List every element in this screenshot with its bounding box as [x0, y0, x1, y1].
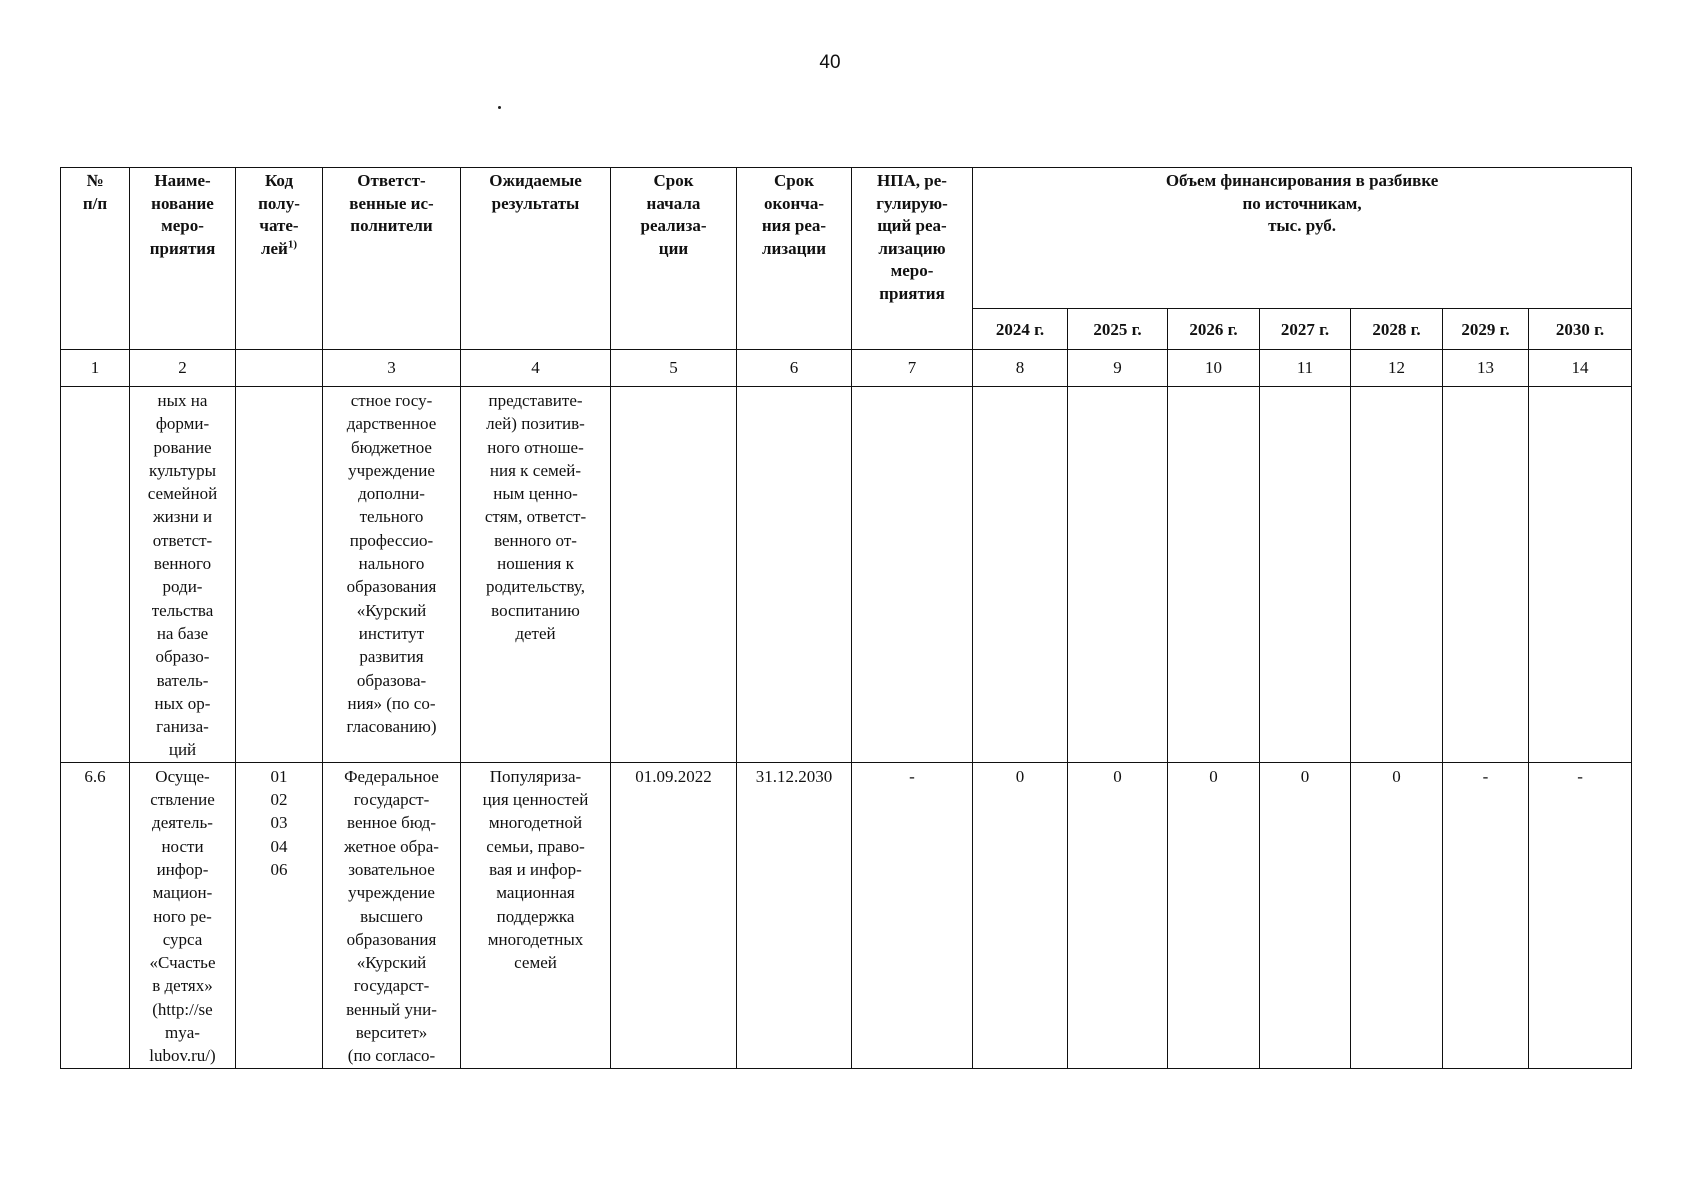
column-number: 10: [1168, 350, 1260, 387]
cell-year-2028: [1351, 387, 1443, 763]
cell-executors: Федеральное государст- венное бюд- жетное обра- зовательное учреждение высшего образования «Курский государст- венный уни- верситет» (по согласо-: [323, 762, 461, 1068]
cell-results: представите- лей) позитив- ного отноше- ния к семей- ным ценно- стям, ответст- венного от- ношения к родительству, воспитанию детей: [461, 387, 611, 763]
column-number: 2: [130, 350, 236, 387]
cell-executors: стное госу- дарственное бюджетное учреждение дополни- тельного профессио- нального образования «Курский институт развития образова- ния» (по со- гласованию): [323, 387, 461, 763]
cell-year-2029: [1443, 387, 1529, 763]
header-end-date: Срок оконча- ния реа- лизации: [737, 168, 852, 350]
header-code-text: Код полу- чате- лей: [258, 171, 300, 258]
cell-year-2026: [1168, 387, 1260, 763]
header-row: [61, 168, 1632, 309]
header-year-2026: 2026 г.: [1168, 309, 1260, 350]
cell-year-2024: [973, 387, 1068, 763]
header-executors: Ответст- венные ис- полнители: [323, 168, 461, 350]
cell-start-date: 01.09.2022: [611, 762, 737, 1068]
header-funding: Объем финансирования в разбивке по источникам, тыс. руб.: [973, 168, 1632, 309]
header-number: № п/п: [61, 168, 130, 350]
cell-results: Популяриза- ция ценностей многодетной семьи, право- вая и инфор- мационная поддержка многодетных семей: [461, 762, 611, 1068]
header-year-2030: 2030 г.: [1529, 309, 1632, 350]
column-number: 14: [1529, 350, 1632, 387]
header-year-2027: 2027 г.: [1260, 309, 1351, 350]
column-number: 7: [852, 350, 973, 387]
header-year-2025: 2025 г.: [1068, 309, 1168, 350]
cell-name: Осуще- ствление деятель- ности инфор- мацион- ного ре- сурса «Счастье в детях» (http://se mya- lubov.ru/): [130, 762, 236, 1068]
page-number: 40: [819, 52, 841, 73]
cell-year-2025: 0: [1068, 762, 1168, 1068]
column-number: 1: [61, 350, 130, 387]
column-number: 8: [973, 350, 1068, 387]
column-numbers-row: [61, 350, 1632, 387]
column-number: 11: [1260, 350, 1351, 387]
table-row: [61, 762, 1632, 1068]
table-row: [61, 387, 1632, 763]
cell-npa: [852, 387, 973, 763]
cell-code: [236, 387, 323, 763]
funding-table: [60, 167, 1632, 1069]
cell-year-2026: 0: [1168, 762, 1260, 1068]
cell-npa: -: [852, 762, 973, 1068]
header-npa: НПА, ре- гулирую- щий реа- лизацию меро- приятия: [852, 168, 973, 350]
header-code: [236, 168, 323, 350]
column-number: [236, 350, 323, 387]
cell-year-2030: [1529, 387, 1632, 763]
scan-dot: [498, 106, 501, 109]
cell-year-2027: 0: [1260, 762, 1351, 1068]
header-code-footnote: 1): [287, 237, 298, 250]
column-number: 3: [323, 350, 461, 387]
cell-end-date: 31.12.2030: [737, 762, 852, 1068]
column-number: 5: [611, 350, 737, 387]
cell-year-2025: [1068, 387, 1168, 763]
cell-number: 6.6: [61, 762, 130, 1068]
cell-year-2027: [1260, 387, 1351, 763]
cell-year-2029: -: [1443, 762, 1529, 1068]
cell-year-2030: -: [1529, 762, 1632, 1068]
cell-end-date: [737, 387, 852, 763]
header-results: Ожидаемые результаты: [461, 168, 611, 350]
column-number: 6: [737, 350, 852, 387]
header-year-2028: 2028 г.: [1351, 309, 1443, 350]
column-number: 9: [1068, 350, 1168, 387]
column-number: 12: [1351, 350, 1443, 387]
header-name: Наиме- нование меро- приятия: [130, 168, 236, 350]
column-number: 13: [1443, 350, 1529, 387]
header-start-date: Срок начала реализа- ции: [611, 168, 737, 350]
cell-name: ных на форми- рование культуры семейной жизни и ответст- венного роди- тельства на базе образо- ватель- ных ор- ганиза- ций: [130, 387, 236, 763]
header-year-2024: 2024 г.: [973, 309, 1068, 350]
cell-start-date: [611, 387, 737, 763]
cell-number: [61, 387, 130, 763]
cell-year-2028: 0: [1351, 762, 1443, 1068]
cell-code: 01 02 03 04 06: [236, 762, 323, 1068]
header-year-2029: 2029 г.: [1443, 309, 1529, 350]
column-number: 4: [461, 350, 611, 387]
cell-year-2024: 0: [973, 762, 1068, 1068]
